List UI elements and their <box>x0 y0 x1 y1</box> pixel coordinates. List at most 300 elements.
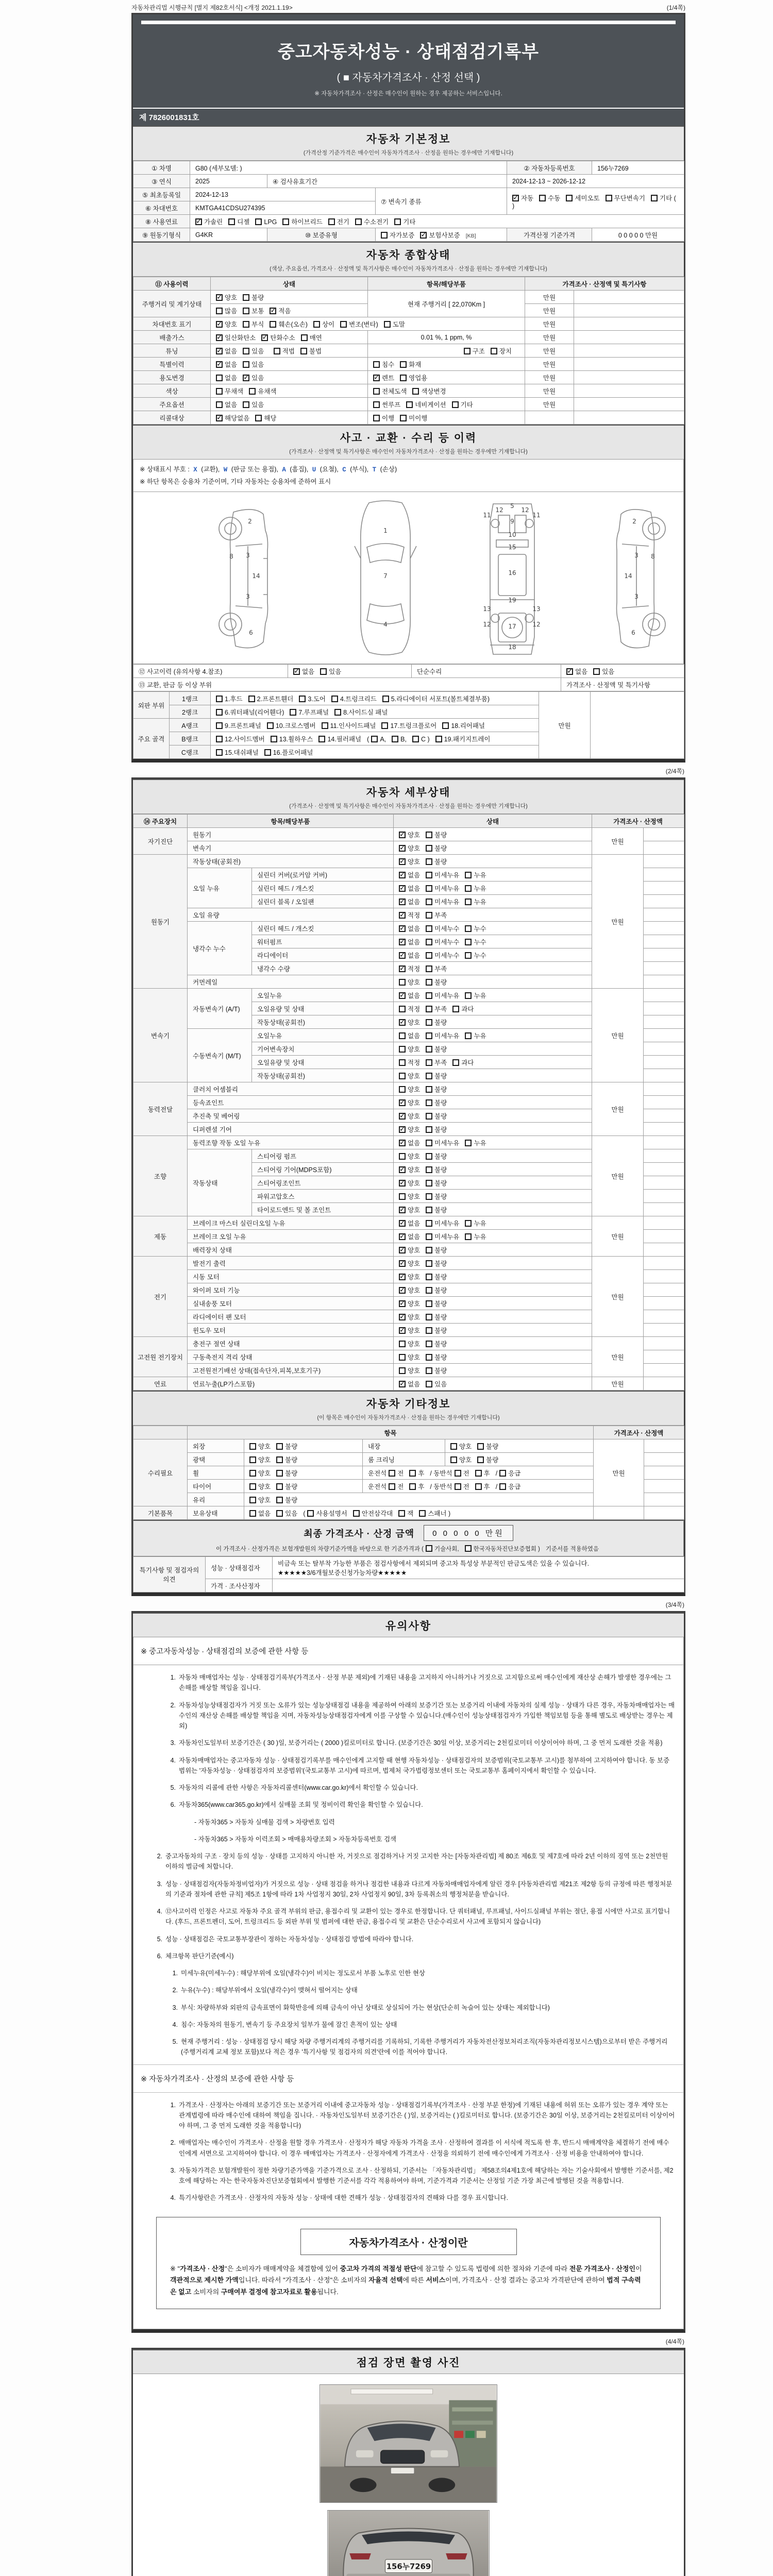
checkbox[interactable] <box>419 1510 426 1517</box>
table-cell: 가격산정 기준가격 <box>507 228 592 242</box>
checkbox[interactable] <box>412 736 419 742</box>
checkbox[interactable] <box>426 872 432 878</box>
checkbox-checked[interactable] <box>399 939 406 945</box>
table-cell: 항목/해당부품 <box>368 277 525 291</box>
definition-text-segment: 구매여부 결정에 참고자료로 활용 <box>221 2288 317 2296</box>
checkbox[interactable] <box>216 736 223 742</box>
checkbox[interactable] <box>426 952 432 959</box>
checkbox-checked[interactable] <box>399 1126 406 1133</box>
checkbox-checked[interactable] <box>399 1166 406 1173</box>
checkbox[interactable] <box>426 1247 432 1253</box>
checkbox[interactable] <box>249 1456 256 1463</box>
table-cell: 시동 모터 <box>188 1270 394 1283</box>
checkbox[interactable] <box>426 1046 432 1053</box>
checkbox-checked[interactable] <box>399 1287 406 1294</box>
checkbox-checked[interactable] <box>399 925 406 932</box>
checkbox[interactable] <box>426 1287 432 1294</box>
checkbox-checked[interactable] <box>399 1327 406 1334</box>
checkbox[interactable] <box>491 348 497 354</box>
table-cell: 내장 <box>363 1439 445 1453</box>
checkbox[interactable] <box>426 1166 432 1173</box>
checkbox-label: 없음 <box>258 1510 271 1517</box>
checkbox[interactable] <box>464 348 470 354</box>
table-cell: 작동상태(공회전) <box>188 855 394 868</box>
checkbox[interactable] <box>426 1073 432 1079</box>
checkbox[interactable] <box>465 899 472 905</box>
checkbox[interactable] <box>465 1140 472 1146</box>
checkbox-checked[interactable] <box>216 334 223 341</box>
checkbox[interactable] <box>381 722 388 729</box>
checkbox[interactable] <box>399 1059 406 1066</box>
checkbox[interactable] <box>399 979 406 986</box>
checkbox[interactable] <box>216 749 223 756</box>
checkbox[interactable] <box>276 1456 283 1463</box>
notice-item-number: 4. <box>170 1756 176 1764</box>
checkbox-checked[interactable] <box>216 348 223 354</box>
checkbox[interactable] <box>426 965 432 972</box>
checkbox-checked[interactable] <box>216 294 223 301</box>
checkbox[interactable] <box>465 1032 472 1039</box>
table-cell: 주요 골격 <box>133 719 170 759</box>
checkbox[interactable] <box>331 696 338 702</box>
checkbox[interactable] <box>290 709 296 716</box>
checkbox[interactable] <box>340 321 347 328</box>
checkbox-checked[interactable] <box>399 1207 406 1213</box>
checkbox-checked[interactable] <box>399 845 406 852</box>
checkbox[interactable] <box>276 1510 283 1517</box>
checkbox-checked[interactable] <box>399 1140 406 1146</box>
checkbox[interactable] <box>426 1153 432 1160</box>
checkbox[interactable] <box>426 1006 432 1012</box>
table-cell <box>574 398 684 411</box>
checkbox-label: 미세누유 <box>434 992 460 999</box>
checkbox-checked[interactable] <box>399 1099 406 1106</box>
checkbox[interactable] <box>426 925 432 932</box>
notice-item-number: 1. <box>170 1674 176 1681</box>
checkbox[interactable] <box>400 361 407 368</box>
section-subtitle: (색상, 주요옵션, 가격조사 · 산정액 및 특기사항은 매수인이 자동차가격조사 · 산정을 원하는 경우에만 기재합니다) <box>270 266 547 272</box>
checkbox[interactable] <box>426 858 432 865</box>
checkbox[interactable] <box>267 722 274 729</box>
checkbox[interactable] <box>455 1470 461 1477</box>
table-cell <box>368 371 525 384</box>
table-cell <box>644 1377 684 1391</box>
checkbox[interactable] <box>465 992 472 999</box>
table-cell <box>211 317 525 331</box>
notice-item <box>152 1700 678 1732</box>
checkbox[interactable] <box>452 1006 459 1012</box>
checkbox[interactable] <box>426 1032 432 1039</box>
checkbox[interactable] <box>248 696 255 702</box>
checkbox-checked[interactable] <box>399 1314 406 1320</box>
checkbox[interactable] <box>426 1086 432 1093</box>
checkbox[interactable] <box>426 1367 432 1374</box>
checkbox[interactable] <box>216 709 223 716</box>
checkbox-checked[interactable] <box>399 912 406 919</box>
checkbox[interactable] <box>399 1193 406 1200</box>
checkbox[interactable] <box>271 736 277 742</box>
checkbox-label: 12.사이드멤버 <box>225 735 265 743</box>
checkbox[interactable] <box>249 1470 256 1477</box>
notice-item-text: 부식: 차량하부와 외판의 금속표면이 화학반응에 의해 금속이 아닌 상태로 상실되어 가는 현상(단순히 녹슬어 있는 상태는 제외합니다) <box>181 2004 550 2011</box>
checkbox[interactable] <box>465 1545 472 1552</box>
table-row <box>133 384 684 398</box>
checkbox[interactable] <box>389 1483 395 1490</box>
checkbox[interactable] <box>276 1470 283 1477</box>
notice-item-text: - 자동차365 > 자동차 실매물 검색 > 차량번호 입력 <box>194 1818 335 1826</box>
checkbox[interactable] <box>301 334 308 341</box>
checkbox[interactable] <box>371 736 378 742</box>
table-cell: 가격 · 조사산정자 <box>206 1579 273 1592</box>
final-price-note <box>133 1545 683 1553</box>
table-cell <box>394 855 592 868</box>
checkbox-checked[interactable] <box>512 195 519 201</box>
checkbox[interactable] <box>593 668 600 675</box>
form-reference: 자동차관리법 시행규칙 [별지 제82호서식] <개정 2021.1.19> <box>131 4 293 11</box>
checkbox[interactable] <box>299 696 306 702</box>
table-cell <box>211 384 368 398</box>
checkbox-checked[interactable] <box>420 232 427 239</box>
checkbox[interactable] <box>392 736 398 742</box>
checkbox-checked[interactable] <box>399 1220 406 1227</box>
table-cell: 보유상태 <box>188 1506 244 1520</box>
checkbox-checked[interactable] <box>293 668 300 675</box>
checkbox[interactable] <box>243 361 249 368</box>
notice-item-text: 중고자동차의 구조 · 장치 등의 성능 · 상태를 고지하지 아니한 자, 거짓으로 점검하거나 거짓 고지한 자는 [자동차관리법] 제 80조 제6호 및 제7호에 따라 2년 이하의 징역 또는 2천만원 이하의 벌금에 처합니다. <box>165 1853 668 1871</box>
checkbox[interactable] <box>426 1260 432 1267</box>
checkbox[interactable] <box>426 1019 432 1026</box>
checkbox[interactable] <box>216 722 223 729</box>
checkbox[interactable] <box>426 1220 432 1227</box>
table-cell: ④ 검사유효기간 <box>267 175 507 188</box>
checkbox-label: 과다 <box>461 1059 474 1066</box>
table-cell <box>644 828 684 841</box>
checkbox[interactable] <box>477 1443 484 1450</box>
checkbox-label: 양호 <box>408 1086 421 1093</box>
checkbox[interactable] <box>539 195 546 201</box>
table-cell: 용도변경 <box>133 371 211 384</box>
checkbox[interactable] <box>426 1099 432 1106</box>
checkbox-checked[interactable] <box>216 415 223 421</box>
checkbox-checked[interactable] <box>195 218 202 225</box>
table-cell: 주요옵션 <box>133 398 211 411</box>
table-row <box>133 1579 684 1592</box>
checkbox[interactable] <box>249 1443 256 1450</box>
checkbox[interactable] <box>475 1483 482 1490</box>
checkbox-checked[interactable] <box>399 1381 406 1387</box>
checkbox[interactable] <box>409 1483 416 1490</box>
checkbox[interactable] <box>328 218 335 225</box>
checkbox[interactable] <box>452 401 459 408</box>
checkbox[interactable] <box>426 1233 432 1240</box>
checkbox[interactable] <box>426 1381 432 1387</box>
checkbox-label: 7.루프패널 <box>298 708 329 716</box>
checkbox-checked[interactable] <box>399 1260 406 1267</box>
checkbox[interactable] <box>373 401 380 408</box>
checkbox[interactable] <box>409 1470 416 1477</box>
checkbox[interactable] <box>249 1510 256 1517</box>
checkbox[interactable] <box>389 1470 395 1477</box>
checkbox[interactable] <box>300 348 307 354</box>
table-cell: 원동기 <box>133 855 188 989</box>
table-row <box>133 291 684 304</box>
checkbox-checked[interactable] <box>399 992 406 999</box>
checkbox-label: 1.후드 <box>225 695 243 703</box>
table-cell <box>644 1042 684 1056</box>
basic-info-table <box>133 161 684 242</box>
diagram-part-number: 3 <box>634 593 638 600</box>
checkbox[interactable] <box>399 1073 406 1079</box>
checkbox-checked[interactable] <box>399 1247 406 1253</box>
checkbox[interactable] <box>450 1456 457 1463</box>
checkbox[interactable] <box>426 899 432 905</box>
checkbox[interactable] <box>426 845 432 852</box>
checkbox[interactable] <box>426 992 432 999</box>
checkbox-label: 보험사보증 <box>429 231 460 239</box>
cell-text: C <box>342 466 346 473</box>
checkbox[interactable] <box>465 1233 472 1240</box>
checkbox[interactable] <box>399 1032 406 1039</box>
checkbox[interactable] <box>313 321 320 328</box>
checkbox[interactable] <box>435 736 442 742</box>
checkbox[interactable] <box>426 939 432 945</box>
checkbox[interactable] <box>465 925 472 932</box>
checkbox[interactable] <box>426 1274 432 1280</box>
checkbox[interactable] <box>426 1300 432 1307</box>
checkbox[interactable] <box>243 321 249 328</box>
table-row <box>133 228 684 242</box>
checkbox-checked[interactable] <box>399 832 406 838</box>
checkbox[interactable] <box>400 375 407 381</box>
checkbox[interactable] <box>264 749 271 756</box>
cell-text: / 동반석 <box>430 1483 452 1490</box>
checkbox[interactable] <box>318 736 325 742</box>
checkbox-label: 불량 <box>486 1443 499 1450</box>
checkbox-label: 가솔린 <box>204 218 223 226</box>
notice-item-number: 6. <box>170 1801 176 1809</box>
checkbox-checked[interactable] <box>399 1274 406 1280</box>
checkbox[interactable] <box>276 1443 283 1450</box>
table-cell: 2랭크 <box>170 705 211 719</box>
table-cell <box>644 1324 684 1337</box>
checkbox[interactable] <box>216 375 223 381</box>
checkbox-checked[interactable] <box>399 858 406 865</box>
checkbox-checked[interactable] <box>399 952 406 959</box>
section-title: 자동차 기본정보 <box>366 133 451 145</box>
checkbox[interactable] <box>382 696 389 702</box>
checkbox[interactable] <box>320 668 327 675</box>
checkbox-label: 수소전기 <box>363 218 389 226</box>
checkbox-label: 영업용 <box>409 374 428 382</box>
checkbox-label: 불량 <box>434 1206 447 1214</box>
checkbox[interactable] <box>606 195 612 201</box>
checkbox-label: 양호 <box>408 1273 421 1281</box>
checkbox[interactable] <box>373 388 380 395</box>
checkbox[interactable] <box>465 1220 472 1227</box>
table-cell <box>644 1466 684 1480</box>
checkbox[interactable] <box>255 415 262 421</box>
checkbox-checked[interactable] <box>399 1233 406 1240</box>
checkbox[interactable] <box>400 415 407 421</box>
checkbox[interactable] <box>243 294 249 301</box>
checkbox[interactable] <box>566 195 573 201</box>
checkbox[interactable] <box>398 1510 405 1517</box>
checkbox[interactable] <box>426 832 432 838</box>
definition-text-segment: ※ " <box>170 2264 180 2273</box>
table-cell: 0 0 0 0 0 만원 <box>592 228 684 242</box>
checkbox[interactable] <box>216 388 223 395</box>
checkbox[interactable] <box>216 401 223 408</box>
checkbox[interactable] <box>399 1006 406 1012</box>
table-cell: 만원 <box>525 384 574 398</box>
checkbox-checked[interactable] <box>399 1300 406 1307</box>
table-cell: 수리필요 <box>133 1439 188 1506</box>
checkbox[interactable] <box>381 232 388 239</box>
table-cell <box>644 1149 684 1163</box>
detail-state-table <box>133 814 684 1391</box>
checkbox-label: 세미오토 <box>575 194 600 202</box>
checkbox[interactable] <box>442 722 449 729</box>
checkbox[interactable] <box>651 195 658 201</box>
checkbox[interactable] <box>465 885 472 892</box>
checkbox[interactable] <box>412 388 419 395</box>
checkbox[interactable] <box>426 1341 432 1347</box>
checkbox[interactable] <box>216 696 223 702</box>
report-note: ※ 자동차가격조사 · 산정은 매수인이 원하는 경우 제공하는 서비스입니다. <box>314 91 502 97</box>
checkbox[interactable] <box>426 1354 432 1361</box>
checkbox[interactable] <box>399 1354 406 1361</box>
checkbox-checked[interactable] <box>399 899 406 905</box>
table-cell <box>644 1350 684 1364</box>
checkbox[interactable] <box>249 388 256 395</box>
checkbox[interactable] <box>426 979 432 986</box>
checkbox[interactable] <box>426 1207 432 1213</box>
checkbox-checked[interactable] <box>399 965 406 972</box>
table-cell: 라디에이터 팬 모터 <box>188 1310 394 1324</box>
checkbox[interactable] <box>399 1367 406 1374</box>
checkbox[interactable] <box>373 361 380 368</box>
checkbox[interactable] <box>450 1443 457 1450</box>
checkbox-label: 2.프론트휀더 <box>257 695 294 703</box>
checkbox[interactable] <box>499 1470 506 1477</box>
checkbox-checked[interactable] <box>399 1019 406 1026</box>
checkbox[interactable] <box>255 218 262 225</box>
table-row <box>133 678 684 691</box>
checkbox[interactable] <box>282 218 289 225</box>
checkbox-checked[interactable] <box>270 308 276 314</box>
table-row <box>133 344 684 358</box>
checkbox[interactable] <box>307 1510 314 1517</box>
table-cell <box>394 1123 592 1136</box>
checkbox[interactable] <box>452 1059 459 1066</box>
checkbox-checked[interactable] <box>216 321 223 328</box>
notice-item-number: 2. <box>170 1701 176 1709</box>
checkbox[interactable] <box>477 1456 484 1463</box>
checkbox[interactable] <box>216 308 223 314</box>
checkbox[interactable] <box>399 1046 406 1053</box>
checkbox[interactable] <box>355 218 362 225</box>
checkbox[interactable] <box>499 1483 506 1490</box>
checkbox-label: 미세누유 <box>434 1139 460 1147</box>
checkbox[interactable] <box>243 401 249 408</box>
checkbox-checked[interactable] <box>261 334 268 341</box>
checkbox-label: 전 <box>463 1483 469 1490</box>
checkbox[interactable] <box>276 1483 283 1490</box>
table-cell: 파워고압호스 <box>252 1190 394 1203</box>
checkbox[interactable] <box>270 321 276 328</box>
checkbox[interactable] <box>373 415 380 421</box>
checkbox[interactable] <box>465 872 472 878</box>
table-cell <box>644 1506 684 1520</box>
table-cell <box>394 1270 592 1283</box>
checkbox[interactable] <box>426 1327 432 1334</box>
checkbox[interactable] <box>334 709 341 716</box>
table-row <box>133 277 684 291</box>
checkbox[interactable] <box>426 885 432 892</box>
checkbox-checked[interactable] <box>399 1113 406 1120</box>
checkbox-label: 응급 <box>508 1483 521 1490</box>
checkbox[interactable] <box>394 218 401 225</box>
checkbox[interactable] <box>243 308 249 314</box>
checkbox[interactable] <box>228 218 235 225</box>
checkbox-label: 불량 <box>434 858 447 866</box>
checkbox[interactable] <box>455 1483 461 1490</box>
checkbox[interactable] <box>465 939 472 945</box>
checkbox[interactable] <box>426 1545 432 1552</box>
table-cell <box>644 1096 684 1109</box>
checkbox[interactable] <box>399 1341 406 1347</box>
definition-text-segment: 자율적 선택 <box>368 2276 403 2284</box>
checkbox[interactable] <box>426 1126 432 1133</box>
checkbox[interactable] <box>276 1497 283 1503</box>
report-title: 중고자동차성능 · 상태점검기록부 <box>277 42 540 62</box>
checkbox[interactable] <box>426 1314 432 1320</box>
table-cell <box>394 895 592 908</box>
checkbox[interactable] <box>249 1497 256 1503</box>
table-cell: 추진축 및 베어링 <box>188 1109 394 1123</box>
checkbox[interactable] <box>353 1510 360 1517</box>
checkbox[interactable] <box>426 1113 432 1120</box>
checkbox-checked[interactable] <box>399 1180 406 1187</box>
checkbox[interactable] <box>475 1470 482 1477</box>
checkbox[interactable] <box>243 348 249 354</box>
checkbox[interactable] <box>399 1153 406 1160</box>
checkbox[interactable] <box>322 722 328 729</box>
checkbox[interactable] <box>465 952 472 959</box>
checkbox-checked[interactable] <box>216 361 223 368</box>
checkbox-label: 양호 <box>408 1019 421 1026</box>
checkbox[interactable] <box>384 321 391 328</box>
checkbox[interactable] <box>426 1193 432 1200</box>
checkbox[interactable] <box>399 1086 406 1093</box>
checkbox[interactable] <box>274 348 280 354</box>
checkbox-checked[interactable] <box>399 885 406 892</box>
checkbox-checked[interactable] <box>243 375 249 381</box>
checkbox[interactable] <box>406 401 413 408</box>
checkbox-label: 불량 <box>434 1300 447 1308</box>
checkbox[interactable] <box>249 1483 256 1490</box>
checkbox-checked[interactable] <box>566 668 573 675</box>
table-cell <box>507 188 684 215</box>
checkbox-checked[interactable] <box>373 375 380 381</box>
checkbox-checked[interactable] <box>399 872 406 878</box>
table-cell <box>644 1163 684 1176</box>
checkbox[interactable] <box>426 912 432 919</box>
checkbox[interactable] <box>426 1180 432 1187</box>
checkbox[interactable] <box>426 1140 432 1146</box>
table-cell: 차대번호 표기 <box>133 317 211 331</box>
checkbox[interactable] <box>426 1059 432 1066</box>
